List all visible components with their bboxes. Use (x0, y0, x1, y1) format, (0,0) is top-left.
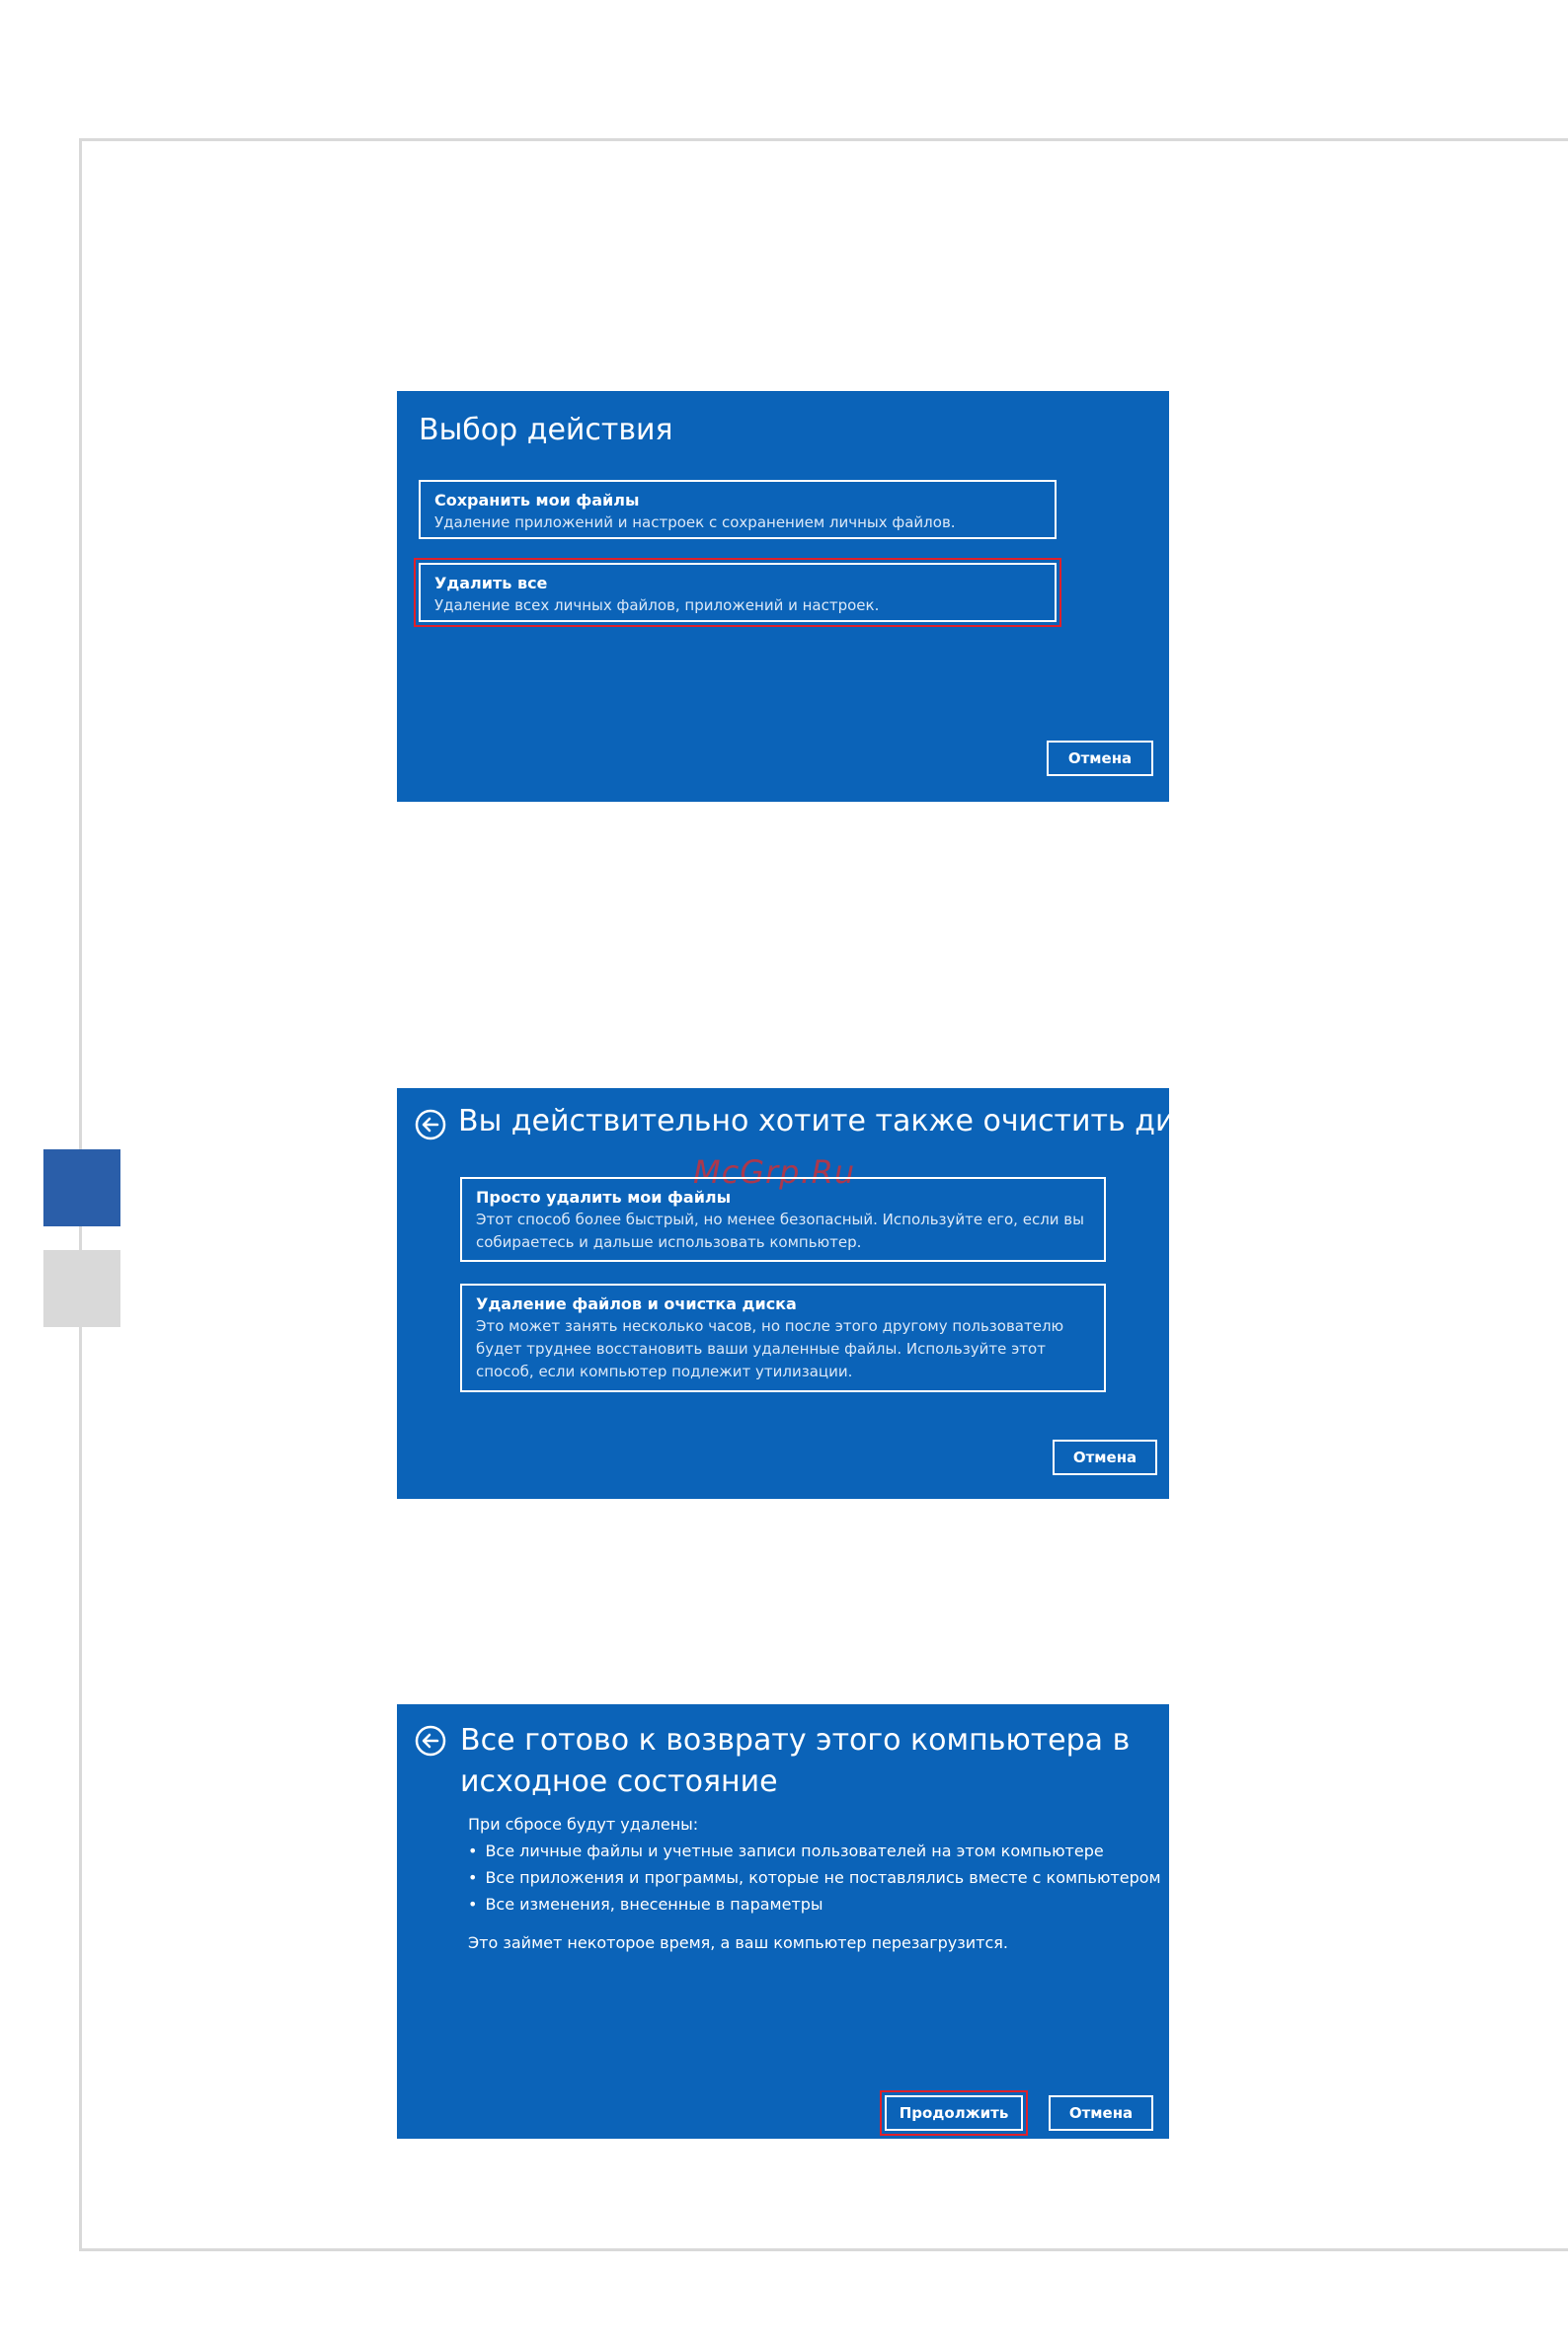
option-description: Это может занять несколько часов, но после этого другому пользователю будет труднее восстановить ваши удаленные файлы. Используйте этот способ, если компьютер подлежит утилизации. (476, 1317, 1064, 1380)
choose-option-screen (397, 391, 1169, 802)
watermark: McGrp.Ru (693, 1153, 856, 1191)
option-keep-my-files[interactable] (419, 480, 1057, 539)
option-just-remove-files[interactable] (460, 1177, 1106, 1262)
chapter-tab-active (43, 1149, 120, 1226)
clean-drives-screen (397, 1088, 1244, 1499)
continue-button[interactable]: Продолжить (885, 2095, 1023, 2131)
list-item: • Все приложения и программы, которые не поставлялись вместе с компьютером (468, 1864, 1161, 1891)
option-remove-and-clean-drive[interactable] (460, 1284, 1106, 1392)
ready-to-reset-screen (397, 1704, 1169, 2139)
reset-intro: При сбросе будут удалены: (468, 1815, 699, 1834)
option-title: Просто удалить мои файлы (476, 1188, 732, 1207)
list-item: • Все личные файлы и учетные записи пользователей на этом компьютере (468, 1838, 1161, 1864)
reset-note: Это займет некоторое время, а ваш компьютер перезагрузится. (468, 1933, 1008, 1952)
option-title: Удалить все (434, 574, 548, 592)
chapter-tab-inactive (43, 1250, 120, 1327)
reset-details (468, 1811, 1161, 1956)
option-remove-everything[interactable] (419, 563, 1057, 622)
removed-items-list (468, 1838, 1161, 1918)
screen-title: Все готово к возврату этого компьютера в исходное состояние (460, 1723, 1131, 1799)
back-arrow-icon[interactable] (415, 1725, 446, 1757)
back-arrow-icon[interactable] (415, 1109, 446, 1140)
option-title: Сохранить мои файлы (434, 491, 640, 510)
screen-title: Вы действительно хотите также очистить диски? (458, 1104, 1244, 1138)
screen-title: Выбор действия (419, 413, 673, 447)
option-description: Этот способ более быстрый, но менее безопасный. Используйте его, если вы собираетесь и дальше использовать компьютер. (476, 1211, 1084, 1251)
list-item: • Все изменения, внесенные в параметры (468, 1891, 1161, 1918)
option-description: Удаление всех личных файлов, приложений и настроек. (434, 596, 880, 614)
option-description: Удаление приложений и настроек с сохранением личных файлов. (434, 513, 956, 531)
cancel-button[interactable]: Отмена (1053, 1440, 1157, 1475)
option-title: Удаление файлов и очистка диска (476, 1294, 797, 1313)
cancel-button[interactable]: Отмена (1049, 2095, 1153, 2131)
cancel-button[interactable]: Отмена (1047, 741, 1153, 776)
